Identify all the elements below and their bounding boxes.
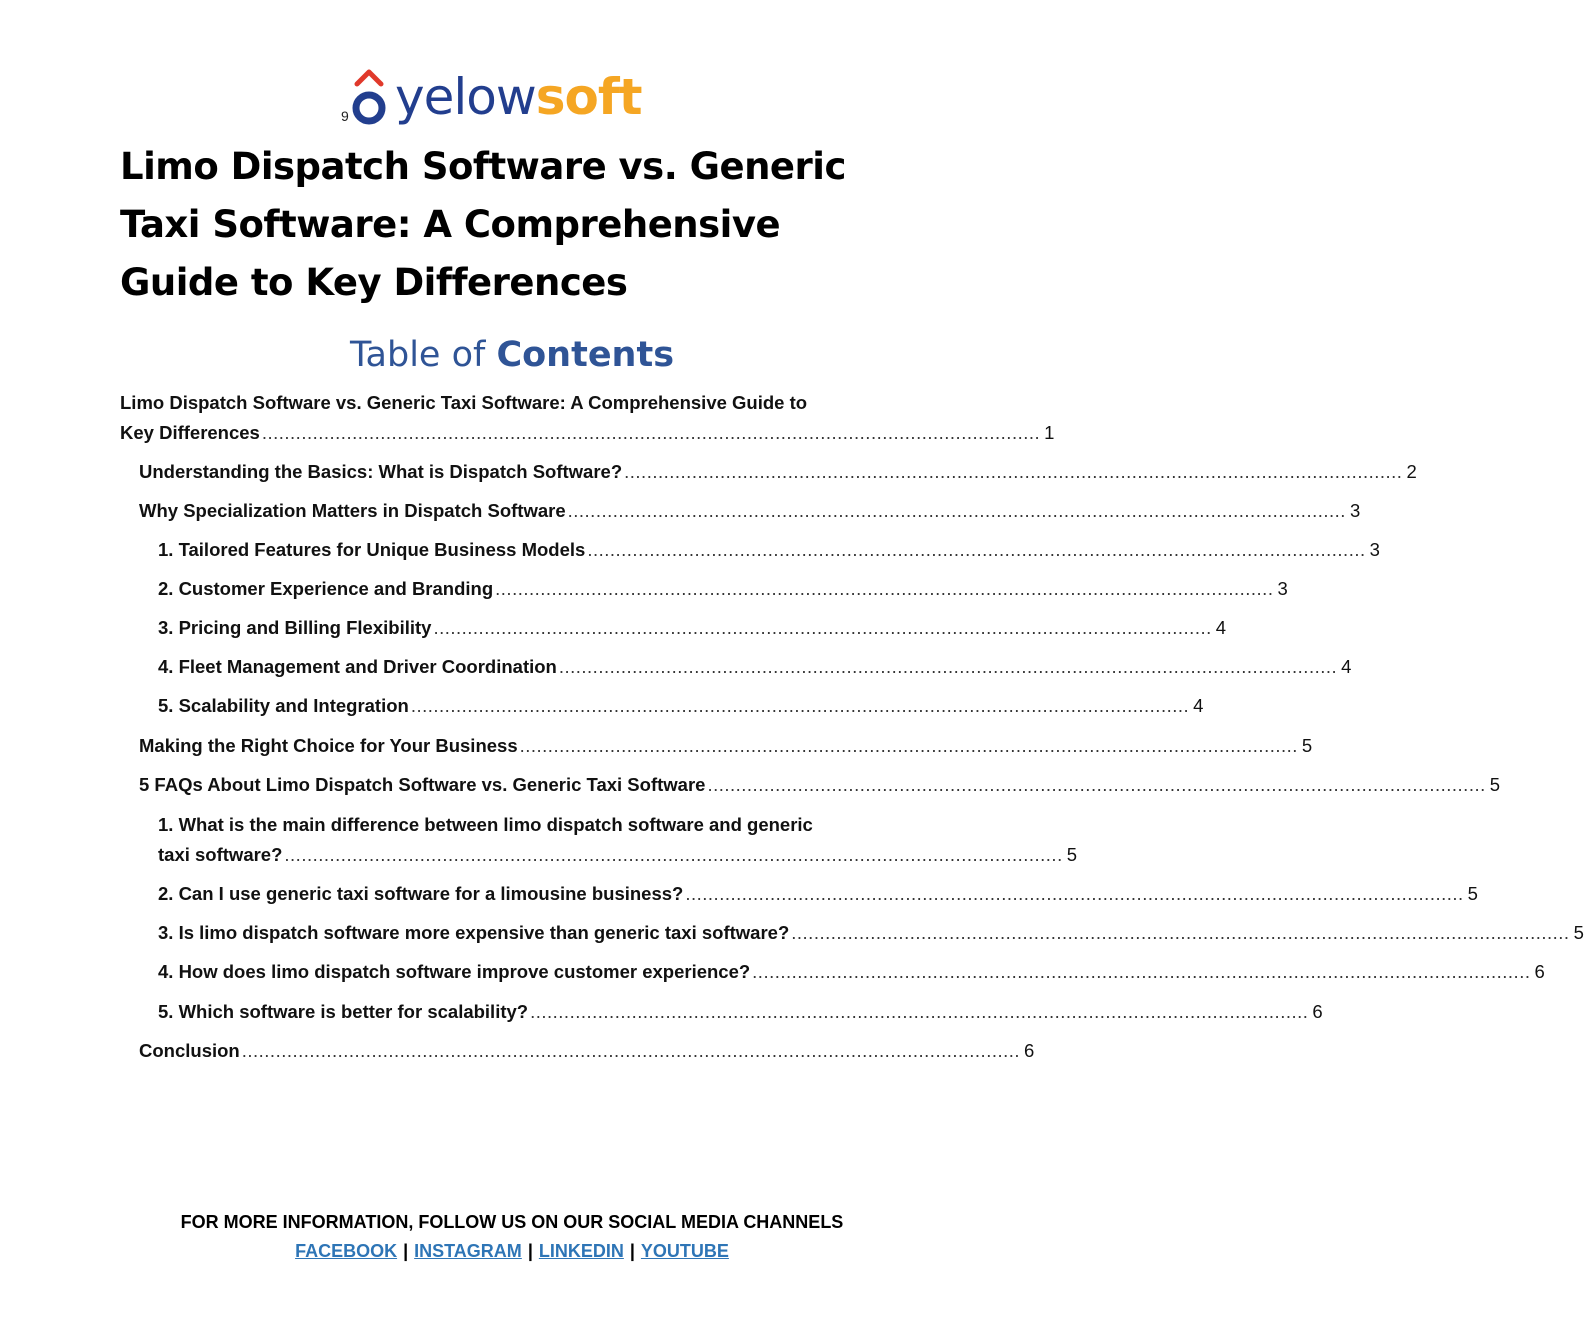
toc-entry-text: 2. Customer Experience and Branding bbox=[158, 578, 494, 599]
toc-leader-dots: .......................................................................................................................................... bbox=[495, 578, 1274, 599]
toc-leader-dots: .......................................................................................................................................... bbox=[752, 961, 1531, 982]
toc-heading-part1: Table of bbox=[349, 335, 497, 375]
toc-entry-faq2[interactable] bbox=[158, 879, 1478, 909]
logo-text-yelow: yelow bbox=[395, 68, 536, 126]
youtube-link[interactable]: YOUTUBE bbox=[640, 1241, 729, 1261]
toc-entry-why-specialization[interactable] bbox=[139, 496, 1361, 526]
toc-entry-text: taxi software? bbox=[158, 844, 283, 865]
toc-entry-text: 4. How does limo dispatch software improve customer experience? bbox=[158, 961, 751, 982]
page-number: 9 bbox=[341, 108, 349, 124]
toc-entry-fleet-management[interactable] bbox=[158, 652, 1352, 682]
toc-page-number: 4 bbox=[1193, 695, 1204, 716]
toc-leader-dots: .......................................................................................................................................... bbox=[530, 1001, 1309, 1022]
toc-page-number: 5 bbox=[1066, 844, 1078, 865]
toc-page-number: 1 bbox=[1044, 422, 1055, 443]
toc-heading-part2: Contents bbox=[496, 335, 675, 375]
toc-page-number: 5 bbox=[1301, 735, 1313, 756]
footer-separator: | bbox=[403, 1241, 409, 1261]
toc-entry-faq1[interactable] bbox=[158, 840, 1078, 870]
toc-leader-dots: .......................................................................................................................................... bbox=[519, 735, 1298, 756]
toc-page-number: 6 bbox=[1312, 1001, 1323, 1022]
footer-separator: | bbox=[527, 1241, 533, 1261]
toc-entry-faq5[interactable] bbox=[158, 997, 1323, 1027]
toc-entry-text: 3. Pricing and Billing Flexibility bbox=[158, 617, 432, 638]
toc-leader-dots: .......................................................................................................................................... bbox=[791, 922, 1570, 943]
toc-entry-text: 2. Can I use generic taxi software for a limousine business? bbox=[158, 883, 684, 904]
toc-leader-dots: .......................................................................................................................................... bbox=[707, 774, 1486, 795]
toc-entry-tailored-features[interactable] bbox=[158, 535, 1380, 565]
toc-entry-text: Understanding the Basics: What is Dispatch Software? bbox=[139, 461, 623, 482]
toc-entry-scalability-integration[interactable] bbox=[158, 691, 1204, 721]
yelowsoft-logo bbox=[351, 60, 691, 130]
toc-leader-dots: .......................................................................................................................................... bbox=[558, 656, 1338, 677]
toc-heading bbox=[0, 330, 1024, 380]
linkedin-link[interactable]: LINKEDIN bbox=[538, 1241, 624, 1261]
toc-page-number: 4 bbox=[1341, 656, 1352, 677]
toc-entry-conclusion[interactable] bbox=[139, 1036, 1035, 1066]
toc-entry-faq4[interactable] bbox=[158, 957, 1545, 987]
toc-page-number: 3 bbox=[1349, 500, 1361, 521]
toc-entry-text: Making the Right Choice for Your Business bbox=[139, 735, 518, 756]
footer-social-links bbox=[0, 1237, 1024, 1266]
toc-entry-text: Conclusion bbox=[139, 1040, 240, 1061]
toc-page-number: 5 bbox=[1573, 922, 1584, 943]
logo-wordmark bbox=[395, 68, 642, 126]
toc-leader-dots: .......................................................................................................................................... bbox=[410, 695, 1190, 716]
toc-leader-dots: .......................................................................................................................................... bbox=[284, 844, 1063, 865]
toc-entry-faqs[interactable] bbox=[139, 770, 1501, 800]
facebook-link[interactable]: FACEBOOK bbox=[295, 1241, 398, 1261]
toc-entry-faq1-line1[interactable]: 1. What is the main difference between limo dispatch software and generic bbox=[158, 814, 813, 835]
footer-line: FOR MORE INFORMATION, FOLLOW US ON OUR SOCIAL MEDIA CHANNELS bbox=[180, 1212, 844, 1232]
toc-entry-text: 5. Scalability and Integration bbox=[158, 695, 409, 716]
footer-separator: | bbox=[629, 1241, 635, 1261]
toc-page-number: 2 bbox=[1406, 461, 1417, 482]
toc-page-number: 3 bbox=[1277, 578, 1288, 599]
toc-leader-dots: .......................................................................................................................................... bbox=[261, 422, 1041, 443]
toc-page-number: 5 bbox=[1467, 883, 1478, 904]
document-title: Limo Dispatch Software vs. Generic Taxi Software: A Comprehensive Guide to Key Differences bbox=[120, 145, 846, 304]
house-roof-icon bbox=[351, 62, 387, 128]
toc-page-number: 6 bbox=[1534, 961, 1545, 982]
toc-leader-dots: .......................................................................................................................................... bbox=[567, 500, 1346, 521]
toc-page-number: 3 bbox=[1369, 539, 1380, 560]
toc-entry-faq3[interactable] bbox=[158, 918, 1584, 948]
toc-entry-text: 3. Is limo dispatch software more expensive than generic taxi software? bbox=[158, 922, 790, 943]
toc-entry-text: 5. Which software is better for scalability? bbox=[158, 1001, 529, 1022]
toc-entry-text: Why Specialization Matters in Dispatch Software bbox=[139, 500, 566, 521]
toc-entry-text: 5 FAQs About Limo Dispatch Software vs. Generic Taxi Software bbox=[139, 774, 706, 795]
toc-leader-dots: .......................................................................................................................................... bbox=[433, 617, 1212, 638]
toc-leader-dots: .......................................................................................................................................... bbox=[587, 539, 1366, 560]
toc-entry-text: 4. Fleet Management and Driver Coordination bbox=[158, 656, 557, 677]
toc-entry-text: 1. Tailored Features for Unique Business Models bbox=[158, 539, 586, 560]
toc-page-number: 6 bbox=[1024, 1040, 1035, 1061]
logo-text-soft: soft bbox=[535, 68, 642, 126]
toc-leader-dots: .......................................................................................................................................... bbox=[241, 1040, 1021, 1061]
toc-entry-key-differences[interactable] bbox=[120, 418, 1055, 448]
instagram-link[interactable]: INSTAGRAM bbox=[414, 1241, 522, 1261]
toc-leader-dots: .......................................................................................................................................... bbox=[624, 461, 1403, 482]
toc-entry-understanding-basics[interactable] bbox=[139, 457, 1417, 487]
toc-entry-customer-experience[interactable] bbox=[158, 574, 1288, 604]
toc-entry-right-choice[interactable] bbox=[139, 731, 1313, 761]
footer bbox=[0, 1208, 1024, 1266]
toc-entry-1-line1[interactable]: Limo Dispatch Software vs. Generic Taxi Software: A Comprehensive Guide to bbox=[120, 392, 808, 413]
toc-page-number: 4 bbox=[1215, 617, 1227, 638]
toc-leader-dots: .......................................................................................................................................... bbox=[685, 883, 1464, 904]
toc-entry-text: Key Differences bbox=[120, 422, 260, 443]
toc-page-number: 5 bbox=[1489, 774, 1501, 795]
toc-entry-pricing-billing[interactable] bbox=[158, 613, 1227, 643]
